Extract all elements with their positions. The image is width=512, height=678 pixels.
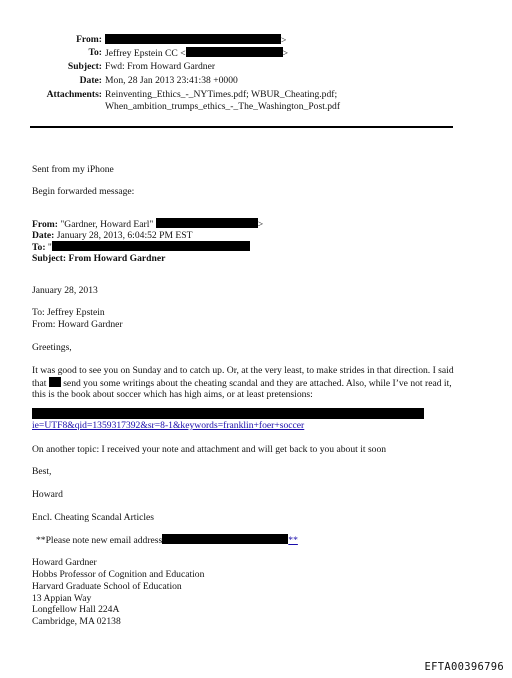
header-to-label: To: [88,47,102,58]
header-date-value: Mon, 28 Jan 2013 23:41:38 +0000 [105,75,238,86]
header-subject-row [30,61,500,73]
fwd-to-row [32,241,250,254]
attachments-line-1: Reinventing_Ethics_-_NYTimes.pdf; WBUR_Cheating.pdf; [105,89,338,100]
letter-from: From: Howard Gardner [32,319,123,330]
amazon-link[interactable] [32,420,304,432]
header-to-value [105,47,288,60]
begin-forwarded-line: Begin forwarded message: [32,186,135,197]
book-link[interactable]: ie=UTF8&qid=1359317392&sr=8-1&keywords=franklin+foer+soccer [32,420,305,431]
redaction-bar [186,47,283,57]
fwd-date-label: Date: [32,230,55,241]
fwd-date-value: January 28, 2013, 6:04:52 PM EST [56,230,193,241]
attachments-line-2: When_ambition_trumps_ethics_-_The_Washington_Post.pdf [105,101,341,112]
fwd-date-row [32,230,192,242]
header-attachments-row [30,89,500,101]
sig-line-3: Harvard Graduate School of Education [32,581,182,592]
fwd-from-suffix: > [257,219,264,230]
bates-number: EFTA00396796 [424,661,504,673]
sig-line-5: Longfellow Hall 224A [32,604,120,615]
redaction-bar [156,218,258,228]
fwd-to-value: " [47,242,52,253]
sig-line-2: Hobbs Professor of Cognition and Education [32,569,205,580]
sig-line-4: 13 Appian Way [32,593,92,604]
letter-to: To: Jeffrey Epstein [32,307,105,318]
para1-line-2 [32,377,452,390]
fwd-from-value: "Gardner, Howard Earl" [60,219,154,230]
header-to-text: Jeffrey Epstein CC < [105,48,186,59]
sig-line-1: Howard Gardner [32,557,97,568]
fwd-subject-label: Subject: [32,253,67,264]
signature-name: Howard [32,489,63,500]
other-topic-line: On another topic: I received your note and attachment and will get back to you about it soon [32,444,387,455]
header-subject-value: Fwd: From Howard Gardner [105,61,216,72]
greeting: Greetings, [32,342,72,353]
header-date-row [30,75,500,87]
redaction-bar [162,534,288,544]
redaction-bar [49,377,61,387]
sent-from-line: Sent from my iPhone [32,164,114,175]
note-email-suffix[interactable]: ** [288,535,298,546]
note-email-text: **Please note new email address [36,535,163,546]
header-attachments-row-2 [30,101,500,113]
header-divider [30,126,453,128]
closing: Best, [32,466,52,477]
enclosure-line: Encl. Cheating Scandal Articles [32,512,155,523]
header-date-label: Date: [79,75,102,86]
letter-date: January 28, 2013 [32,285,98,296]
para1-pre: that [32,378,47,389]
para1-post: send you some writings about the cheating scandal and they are attached. Also, while I’ve not read it, [63,378,452,389]
header-from-label: From: [76,34,102,45]
fwd-subject-value: From Howard Gardner [68,253,166,264]
redaction-bar [32,408,424,419]
fwd-subject-row [32,253,165,265]
header-to-row [30,47,500,59]
fwd-from-row [32,218,263,231]
header-subject-label: Subject: [67,61,102,72]
fwd-to-label: To: [32,242,46,253]
header-to-suffix: > [282,48,289,59]
sig-line-6: Cambridge, MA 02138 [32,616,121,627]
fwd-from-label: From: [32,219,58,230]
header-from-suffix: > [281,35,287,46]
header-from-value [105,34,286,47]
redaction-bar [105,34,281,44]
redaction-bar [52,241,250,251]
para1-line-1: It was good to see you on Sunday and to catch up. Or, at the very least, to make strides in that direction. I said [32,365,454,376]
note-email-line [36,534,298,547]
header-attachments-label: Attachments: [46,89,102,100]
header-from-row [30,34,500,46]
para1-line-3: this is the book about soccer which has high aims, or at least pretensions: [32,389,313,400]
